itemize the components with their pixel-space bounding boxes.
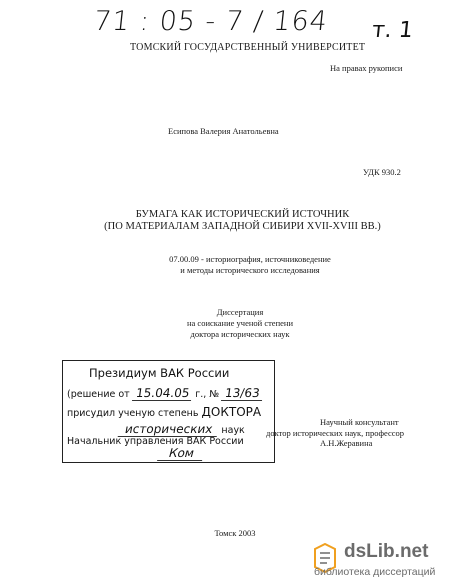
title-line-2: (ПО МАТЕРИАЛАМ ЗАПАДНОЙ СИБИРИ XVII-XVIII ВВ.) xyxy=(104,221,381,232)
specialty-line-1: 07.00.09 - историография, источниковедение xyxy=(169,254,331,264)
stamp-line-1: Президиум ВАК России xyxy=(89,366,230,380)
stamp-decision-number: 13/63 xyxy=(221,386,264,401)
dissertation-line-2: на соискание ученой степени xyxy=(186,318,293,328)
stamp-line-5: Начальник управления ВАК России xyxy=(67,436,244,447)
stamp-line-2 xyxy=(67,386,263,401)
stamp-science-suffix: наук xyxy=(221,425,245,436)
stamp-degree-prefix: присудил ученую степень xyxy=(67,408,199,419)
rights-notice: На правах рукописи xyxy=(330,63,403,73)
udk-code: УДК 930.2 xyxy=(363,167,401,177)
stamp-decision-prefix: (решение от xyxy=(67,389,130,400)
title-line-1: БУМАГА КАК ИСТОРИЧЕСКИЙ ИСТОЧНИК xyxy=(135,209,350,220)
dslib-watermark[interactable] xyxy=(312,541,450,579)
author-name: Есипова Валерия Анатольевна xyxy=(168,126,279,136)
dissertation-info xyxy=(170,307,310,340)
vak-stamp xyxy=(62,360,275,463)
watermark-brand: dsLib.net xyxy=(344,541,429,562)
consultant-line-1: Научный консультант xyxy=(320,417,399,427)
dissertation-line-1: Диссертация xyxy=(216,307,264,317)
university-name: ТОМСКИЙ ГОСУДАРСТВЕННЫЙ УНИВЕРСИТЕТ xyxy=(130,42,366,53)
handwritten-catalog-number: 71 : 05 - 7 / 164 xyxy=(92,6,330,37)
stamp-line-3 xyxy=(67,405,261,419)
city-year: Томск 2003 xyxy=(214,528,256,538)
stamp-degree: ДОКТОРА xyxy=(201,405,262,419)
watermark-tagline: библиотека диссертаций xyxy=(314,566,436,578)
dissertation-line-3: доктора исторических наук xyxy=(190,329,290,339)
stamp-signature: Ком xyxy=(157,446,206,461)
stamp-decision-date: 15.04.05 xyxy=(132,386,194,401)
consultant-line-3: А.Н.Жеравина xyxy=(320,438,373,448)
scientific-consultant xyxy=(266,417,420,449)
stamp-decision-mid: г., № xyxy=(195,389,220,400)
consultant-line-2: доктор исторических наук, профессор xyxy=(266,427,404,438)
stamp-line-4 xyxy=(119,422,245,437)
specialty-line-2: и методы исторического исследования xyxy=(180,265,320,275)
dissertation-title xyxy=(80,209,405,233)
stamp-science-handwritten: исторических xyxy=(118,422,220,437)
specialty xyxy=(140,254,360,276)
handwritten-volume-tag: т. 1 xyxy=(370,18,415,43)
